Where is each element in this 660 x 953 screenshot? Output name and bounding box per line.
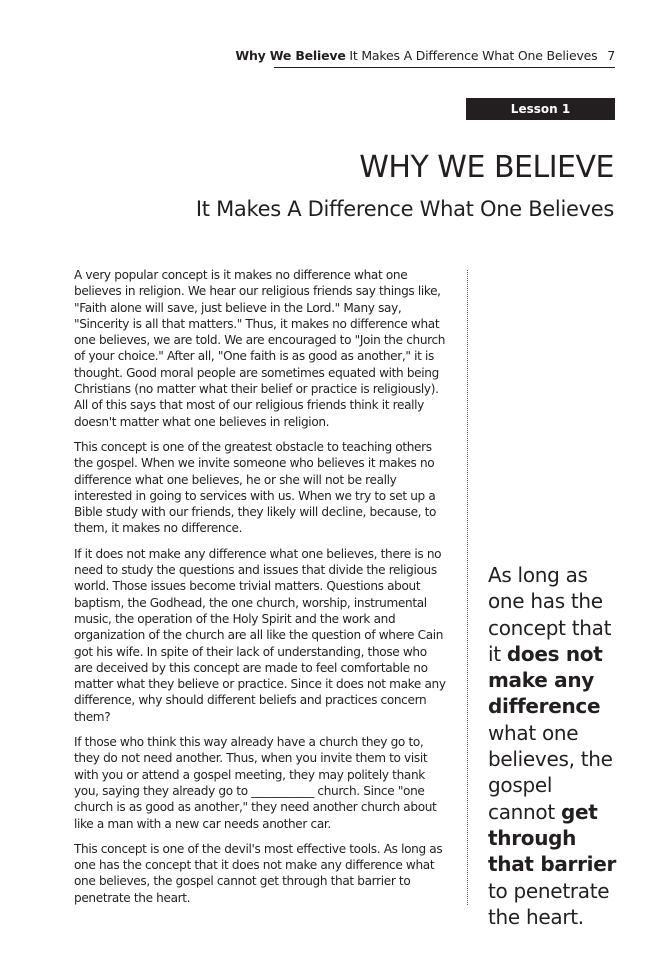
body-paragraph: If those who think this way already have a church they go to, they do not need another. Thus, when you invite them to visit with you or attend a gospel meeting, they may politely thank you, saying they already go to ___________ church. Since "one church is as good as another," they need another church about like a man with a new car needs another car. [74,735,437,831]
pull-quote-emphasis: does not make any difference [488,641,603,719]
lesson-label: Lesson 1 [466,98,615,120]
running-header-book-subtitle: It Makes A Difference What One Believes [349,48,598,63]
running-header-book-title: Why We Believe [235,48,346,63]
page-title: WHY WE BELIEVE [359,150,614,185]
body-paragraph: If it does not make any difference what one believes, there is no need to study the questions and issues that divide the religious world. Those issues become trivial matters. Questions about baptism, the Godhead, the one church, worship, instrumental music, the operation of the Holy Spirit and the work and organization of the church are all like the question of where Cain got his wife. In spite of their lack of understanding, those who are deceived by this concept are made to feel comfortable no matter what they believe or practice. Since it does not make any difference, why should different beliefs and practices concern them? [74,546,446,724]
page-subtitle: It Makes A Difference What One Believes [195,197,614,221]
body-text [74,267,446,915]
pull-quote-text: what one believes, the gospel cannot [488,720,613,824]
body-paragraph: This concept is one of the greatest obstacle to teaching others the gospel. When we invite someone who believes it makes no difference what one believes, he or she will not be really interested in going to services with us. When we try to set up a Bible study with our friends, they likely will decline, because, to them, it makes no difference. [74,439,437,536]
pull-quote-text: As long as one has the concept that it [488,563,612,666]
running-header [235,48,615,63]
pull-quote [488,562,623,930]
pull-quote-emphasis: get through that barrier [488,799,617,877]
body-paragraph: This concept is one of the devil's most effective tools. As long as one has the concept that it does not make any difference what one believes, the gospel cannot get through that barrier to penetrate the heart. [74,841,443,905]
body-paragraph: A very popular concept is it makes no difference what one believes in religion. We hear our religious friends say things like, "Faith alone will save, just believe in the Lord." Many say, "Sincerity is all that matters." Thus, it makes no difference what one believes, we are told. We are encouraged to "Join the church of your choice." After all, "One faith is as good as another," it is thought. Good moral people are sometimes equated with being Christians (no matter what their belief or practice is religiously). All of this says that most of our religious friends think it really doesn't matter what one believes in religion. [74,268,446,429]
page-number: 7 [607,48,615,63]
pull-quote-text: to penetrate the heart. [488,878,610,929]
column-divider [467,270,468,905]
header-rule [274,67,615,68]
